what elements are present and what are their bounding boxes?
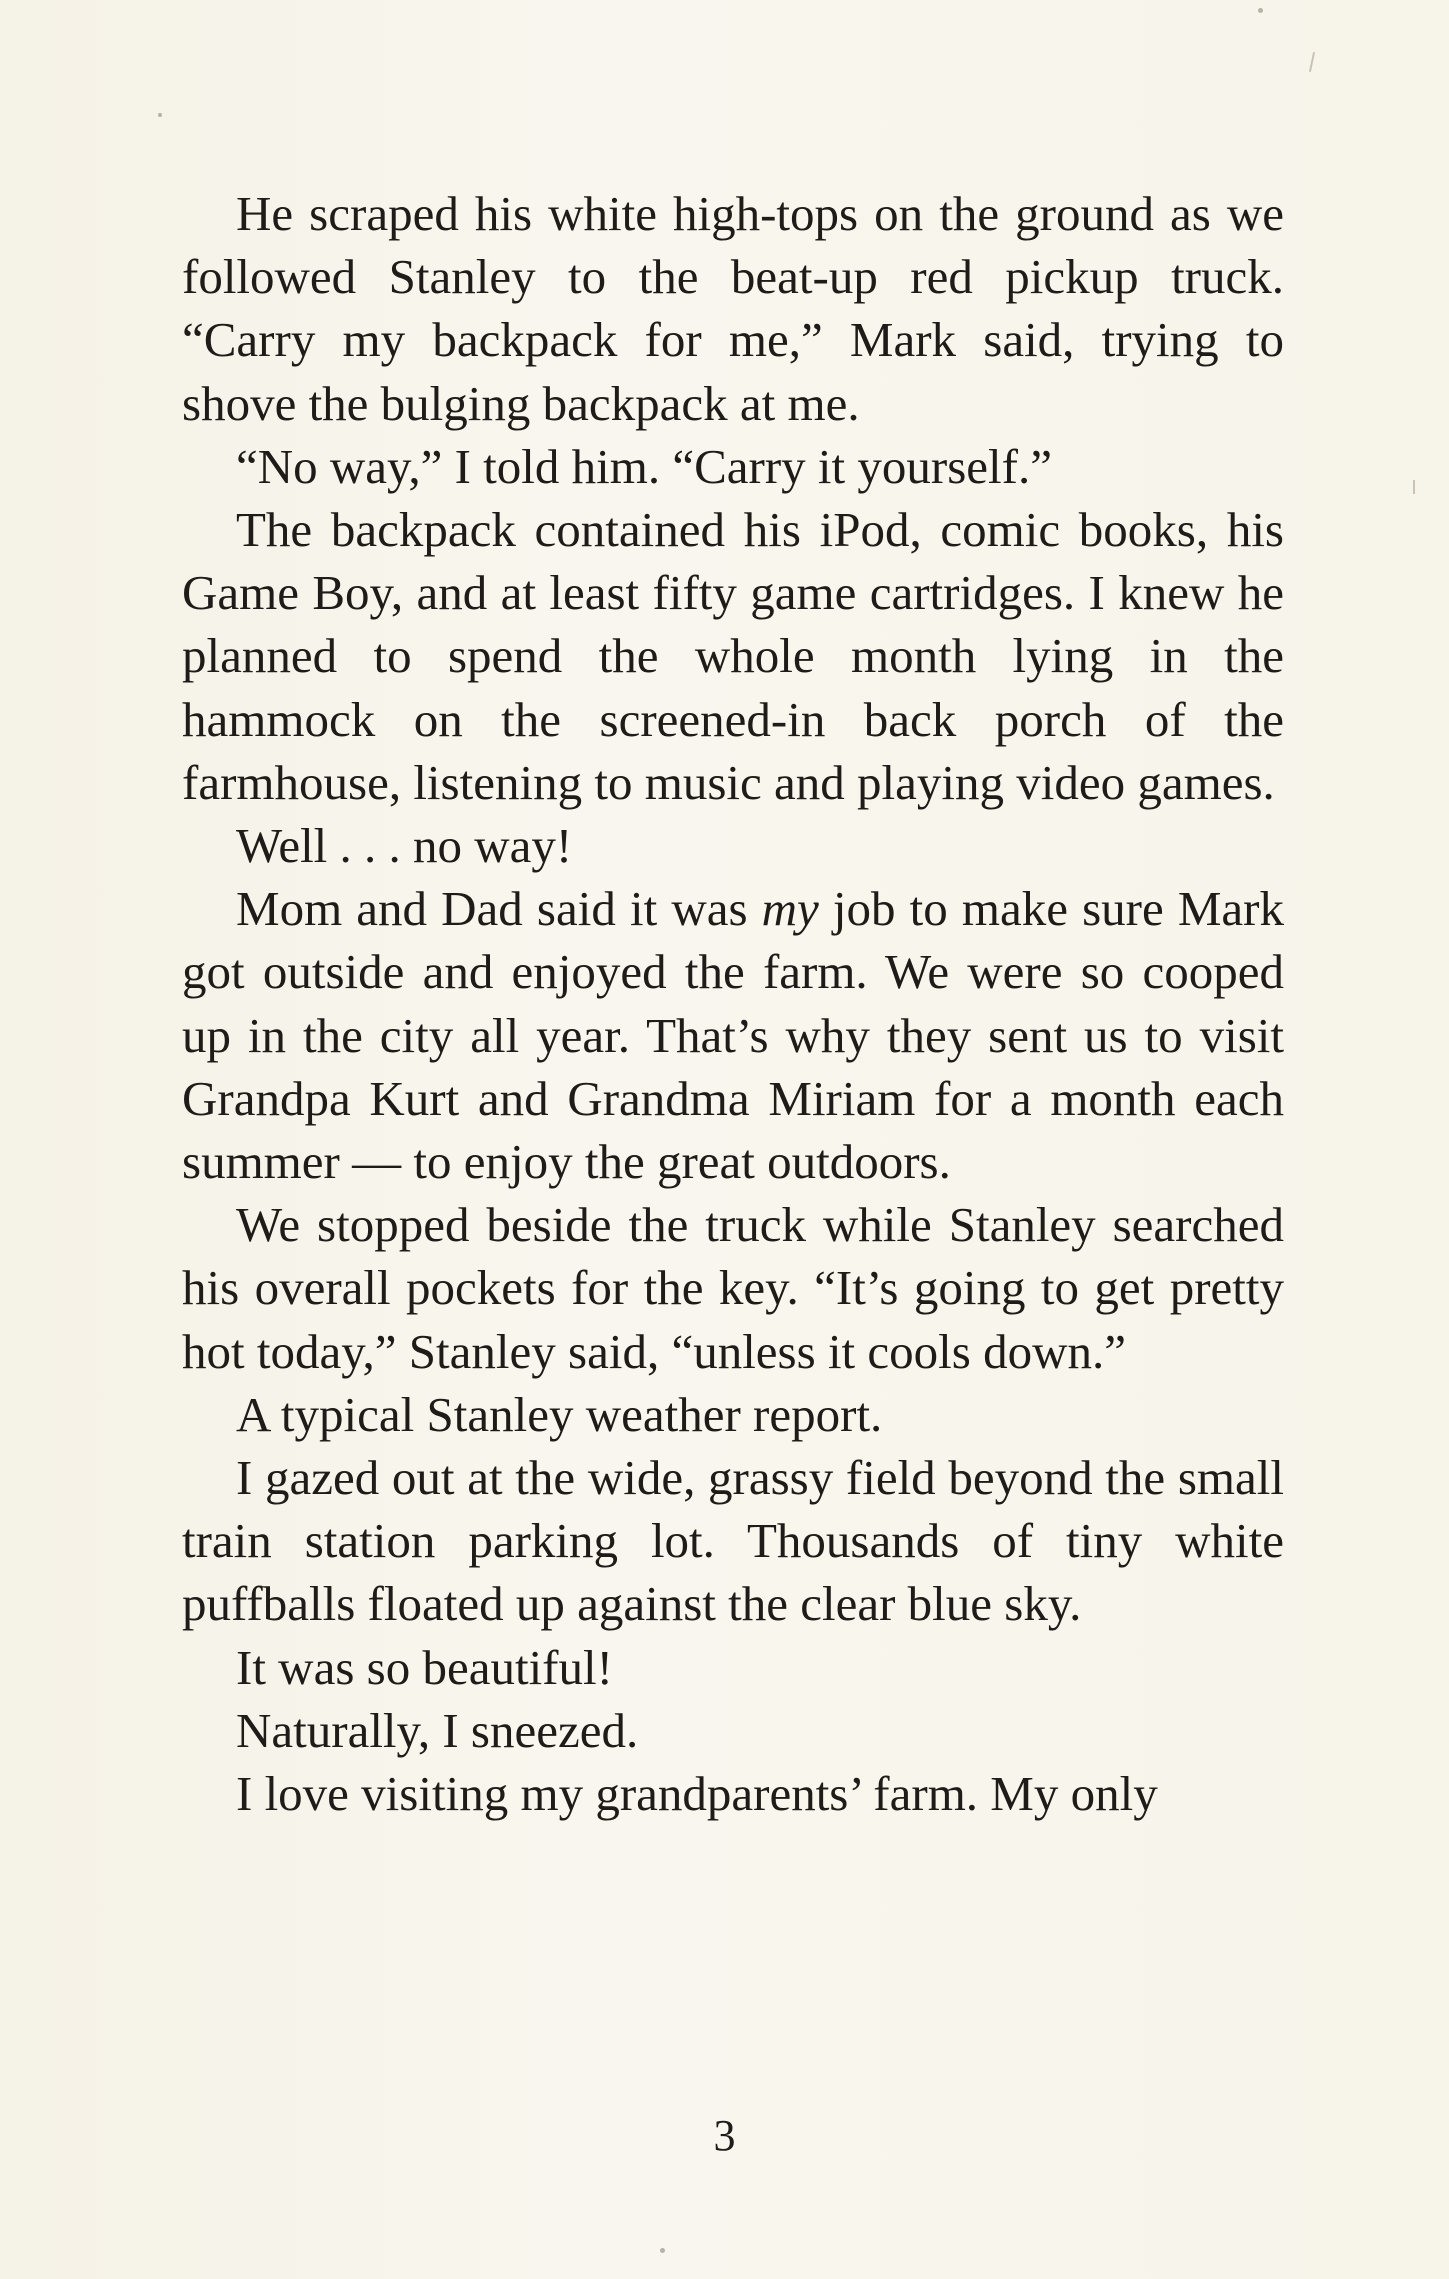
- paragraph: I love visiting my grandparents’ farm. My only: [236, 1766, 1158, 1822]
- paragraph: Naturally, I sneezed.: [236, 1702, 639, 1758]
- paragraph: It was so beautiful!: [236, 1639, 613, 1695]
- paragraph: He scraped his white high-tops on the ground as we followed Stanley to the beat-up red pickup truck. “Carry my backpack for me,” Mark said, trying to shove the bulging backpack at me.: [182, 186, 1284, 431]
- paragraph: I gazed out at the wide, grassy field beyond the small train station parking lot. Thousands of tiny white puffballs floated up against the clear blue sky.: [182, 1450, 1284, 1632]
- paragraph: We stopped beside the truck while Stanley searched his overall pockets for the key. “It’s going to get pretty hot today,” Stanley said, “unless it cools down.”: [182, 1197, 1284, 1379]
- page-number: 3: [713, 2111, 736, 2160]
- paragraph: “No way,” I told him. “Carry it yourself.”: [236, 438, 1052, 494]
- paper-speck: [1258, 8, 1263, 13]
- paragraph: Well . . . no way!: [236, 818, 573, 874]
- paper-speck: [158, 113, 162, 117]
- paper-mark: [1309, 52, 1315, 72]
- paragraph: Mom and Dad said it was my job to make sure Mark got outside and enjoyed the farm. We were so cooped up in the city all year. That’s why they sent us to visit Grandpa Kurt and Grandma Miriam for a month each summer — to enjoy the great outdoors.: [182, 881, 1285, 1190]
- paragraph: A typical Stanley weather report.: [236, 1386, 883, 1442]
- emphasis: my: [761, 881, 819, 937]
- paragraph: The backpack contained his iPod, comic books, his Game Boy, and at least fifty game cartridges. I knew he planned to spend the whole month lying in the hammock on the screened-in back porch of the farmhouse, listening to music and playing video games.: [182, 502, 1284, 810]
- body-text: [182, 182, 1284, 1825]
- paper-speck: [660, 2248, 665, 2253]
- paper-mark: [1413, 480, 1415, 494]
